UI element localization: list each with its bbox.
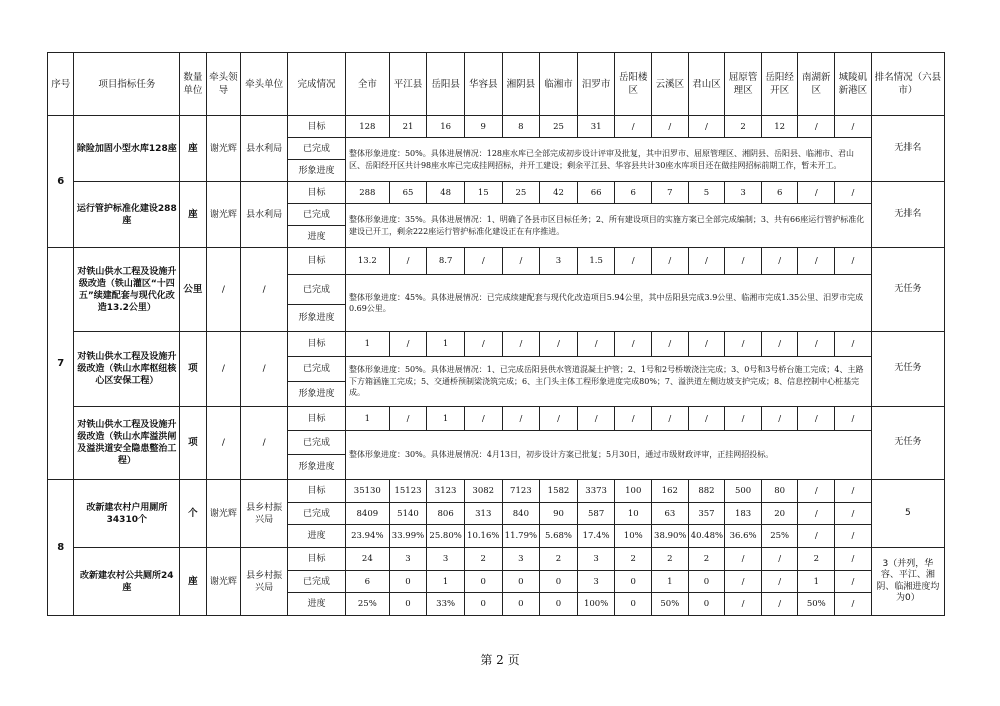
progress-cell: 38.90% (652, 525, 689, 548)
done-cell: / (835, 503, 872, 525)
progress-cell: / (725, 593, 762, 616)
target-cell: 3 (540, 248, 578, 275)
target-cell: / (615, 407, 652, 431)
done-cell: 587 (577, 503, 615, 525)
progress-cell: 10% (615, 525, 652, 548)
target-cell: 66 (577, 182, 615, 204)
target-cell: / (540, 407, 578, 431)
column-header: 岳阳楼区 (615, 53, 652, 116)
target-cell: / (389, 248, 427, 275)
target-cell: / (615, 332, 652, 357)
target-cell: / (835, 332, 872, 357)
lead-dept: / (241, 407, 288, 480)
target-cell: / (835, 248, 872, 275)
rank-cell: 无任务 (871, 332, 944, 407)
unit: 个 (180, 480, 206, 548)
target-cell: / (835, 548, 872, 571)
target-cell: 288 (345, 182, 389, 204)
lead-leader: / (206, 332, 241, 407)
target-cell: 15123 (389, 480, 427, 503)
target-cell: 3 (577, 548, 615, 571)
done-cell: 63 (652, 503, 689, 525)
target-cell: 6 (761, 182, 798, 204)
progress-cell: 0 (464, 593, 502, 616)
column-header: 君山区 (688, 53, 725, 116)
progress-cell: 50% (798, 593, 835, 616)
progress-cell: / (798, 525, 835, 548)
row-label: 进度 (288, 226, 346, 248)
lead-leader: 谢光辉 (206, 182, 241, 248)
target-cell: / (652, 407, 689, 431)
target-cell: / (798, 332, 835, 357)
task-name: 运行管护标准化建设288座 (74, 182, 180, 248)
row-label: 目标 (288, 248, 346, 275)
done-cell: 806 (427, 503, 465, 525)
target-cell: 31 (577, 116, 615, 138)
progress-cell: 0 (540, 593, 578, 616)
done-cell: 0 (540, 571, 578, 593)
progress-description: 整体形象进度：50%。具体进展情况：128座水库已全部完成初步设计评审及批复，其中汨罗市、屈原管理区、湘阴县、岳阳县、临湘市、君山区、岳阳经开区共计98座水库已完成挂网招标，并开工建设；剩余平江县、华容县共计30座水库项目还在做挂网招标前期工作，暂未开工。 (345, 138, 871, 182)
done-cell: / (761, 571, 798, 593)
target-cell: / (798, 407, 835, 431)
column-header: 南湖新区 (798, 53, 835, 116)
table-row (48, 407, 945, 431)
column-header: 城陵矶新港区 (835, 53, 872, 116)
row-seq: 6 (48, 116, 74, 248)
target-cell: / (389, 407, 427, 431)
lead-dept: 县水利局 (241, 182, 288, 248)
done-cell: / (835, 571, 872, 593)
column-header: 完成情况 (288, 53, 346, 116)
target-cell: 3123 (427, 480, 465, 503)
target-cell: / (725, 248, 762, 275)
target-cell: / (464, 332, 502, 357)
row-seq: 8 (48, 480, 74, 616)
target-cell: 80 (761, 480, 798, 503)
rank-cell: 无排名 (871, 182, 944, 248)
progress-table (47, 52, 945, 616)
task-name: 改新建农村户用厕所34310个 (74, 480, 180, 548)
target-cell: / (761, 248, 798, 275)
target-cell: / (798, 480, 835, 503)
progress-cell: 50% (652, 593, 689, 616)
target-cell: 1.5 (577, 248, 615, 275)
column-header: 屈原管理区 (725, 53, 762, 116)
table-row (48, 116, 945, 138)
done-cell: 357 (688, 503, 725, 525)
progress-cell: 36.6% (725, 525, 762, 548)
target-cell: 1582 (540, 480, 578, 503)
row-seq: 7 (48, 248, 74, 480)
target-cell: 48 (427, 182, 465, 204)
column-header: 数量单位 (180, 53, 206, 116)
column-header: 临湘市 (540, 53, 578, 116)
done-cell: 5140 (389, 503, 427, 525)
target-cell: 35130 (345, 480, 389, 503)
column-header: 岳阳经开区 (761, 53, 798, 116)
rank-cell: 无任务 (871, 407, 944, 480)
target-cell: / (688, 248, 725, 275)
column-header: 云溪区 (652, 53, 689, 116)
row-label: 已完成 (288, 204, 346, 226)
progress-cell: 0 (688, 593, 725, 616)
progress-description: 整体形象进度：35%。具体进展情况：1、明确了各县市区目标任务；2、所有建设项目的实施方案已全部完成编制；3、共有66座运行管护标准化建设已开工，剩余222座运行管护标准化建设正在有序推进。 (345, 204, 871, 248)
target-cell: 25 (540, 116, 578, 138)
row-label: 已完成 (288, 431, 346, 455)
target-cell: 3373 (577, 480, 615, 503)
progress-cell: 11.79% (502, 525, 540, 548)
row-label: 已完成 (288, 275, 346, 305)
unit: 公里 (180, 248, 206, 332)
target-cell: 2 (725, 116, 762, 138)
progress-cell: 25% (761, 525, 798, 548)
target-cell: / (688, 332, 725, 357)
progress-cell: 100% (577, 593, 615, 616)
lead-leader: 谢光辉 (206, 116, 241, 182)
target-cell: 1 (427, 332, 465, 357)
target-cell: 1 (345, 407, 389, 431)
task-name: 对铁山供水工程及设施升级改造（铁山水库溢洪闸及溢洪道安全隐患整治工程） (74, 407, 180, 480)
lead-dept: 县乡村振兴局 (241, 480, 288, 548)
target-cell: / (835, 407, 872, 431)
progress-cell: / (835, 525, 872, 548)
target-cell: 100 (615, 480, 652, 503)
table-row (48, 248, 945, 275)
lead-dept: / (241, 248, 288, 332)
target-cell: 42 (540, 182, 578, 204)
target-cell: / (725, 407, 762, 431)
target-cell: / (502, 407, 540, 431)
target-cell: 3 (502, 548, 540, 571)
target-cell: 8.7 (427, 248, 465, 275)
target-cell: / (502, 332, 540, 357)
target-cell: 13.2 (345, 248, 389, 275)
progress-description: 整体形象进度：30%。具体进展情况：4月13日，初步设计方案已批复；5月30日，通过市级财政评审，正挂网招投标。 (345, 431, 871, 480)
row-label: 已完成 (288, 503, 346, 525)
target-cell: / (652, 116, 689, 138)
row-label: 目标 (288, 548, 346, 571)
target-cell: 162 (652, 480, 689, 503)
row-label: 形象进度 (288, 455, 346, 480)
target-cell: / (577, 407, 615, 431)
rank-cell: 3（并列，华容、平江、湘阴、临湘进度均为0） (871, 548, 944, 616)
row-label: 目标 (288, 182, 346, 204)
task-name: 对铁山供水工程及设施升级改造（铁山灌区“十四五”续建配套与现代化改造13.2公里） (74, 248, 180, 332)
target-cell: 5 (688, 182, 725, 204)
progress-cell: 5.68% (540, 525, 578, 548)
table-row (48, 480, 945, 503)
target-cell: 2 (464, 548, 502, 571)
task-name: 除险加固小型水库128座 (74, 116, 180, 182)
target-cell: / (835, 480, 872, 503)
table-row (48, 548, 945, 571)
column-header: 排名情况（六县市） (871, 53, 944, 116)
progress-cell: 33% (427, 593, 465, 616)
row-label: 进度 (288, 593, 346, 616)
target-cell: 500 (725, 480, 762, 503)
column-header: 牵头领导 (206, 53, 241, 116)
done-cell: 183 (725, 503, 762, 525)
progress-cell: 33.99% (389, 525, 427, 548)
progress-cell: 10.16% (464, 525, 502, 548)
done-cell: 10 (615, 503, 652, 525)
target-cell: 24 (345, 548, 389, 571)
done-cell: 8409 (345, 503, 389, 525)
target-cell: / (725, 548, 762, 571)
lead-leader: 谢光辉 (206, 548, 241, 616)
target-cell: / (502, 248, 540, 275)
progress-cell: 25% (345, 593, 389, 616)
page-number: 第 2 页 (480, 653, 520, 667)
row-label: 目标 (288, 332, 346, 357)
progress-cell: 0 (389, 593, 427, 616)
progress-cell: 25.80% (427, 525, 465, 548)
done-cell: 90 (540, 503, 578, 525)
target-cell: 25 (502, 182, 540, 204)
target-cell: 2 (688, 548, 725, 571)
target-cell: / (464, 248, 502, 275)
target-cell: 128 (345, 116, 389, 138)
target-cell: 3 (725, 182, 762, 204)
target-cell: 6 (615, 182, 652, 204)
target-cell: / (835, 182, 872, 204)
target-cell: / (652, 248, 689, 275)
progress-cell: 0 (615, 593, 652, 616)
target-cell: / (615, 248, 652, 275)
row-label: 已完成 (288, 138, 346, 160)
done-cell: 1 (427, 571, 465, 593)
target-cell: 7123 (502, 480, 540, 503)
target-cell: 3 (427, 548, 465, 571)
task-name: 改新建农村公共厕所24座 (74, 548, 180, 616)
column-header: 岳阳县 (427, 53, 465, 116)
target-cell: / (761, 407, 798, 431)
column-header: 湘阴县 (502, 53, 540, 116)
target-cell: / (464, 407, 502, 431)
target-cell: / (688, 407, 725, 431)
done-cell: 0 (502, 571, 540, 593)
progress-cell: / (761, 593, 798, 616)
done-cell: / (725, 571, 762, 593)
done-cell: 1 (798, 571, 835, 593)
target-cell: 3 (389, 548, 427, 571)
rank-cell: 5 (871, 480, 944, 548)
unit: 座 (180, 116, 206, 182)
target-cell: 15 (464, 182, 502, 204)
column-header: 汨罗市 (577, 53, 615, 116)
column-header: 平江县 (389, 53, 427, 116)
target-cell: 16 (427, 116, 465, 138)
row-label: 进度 (288, 525, 346, 548)
table-row (48, 182, 945, 204)
column-header: 项目指标任务 (74, 53, 180, 116)
task-name: 对铁山供水工程及设施升级改造（铁山水库枢纽核心区安保工程） (74, 332, 180, 407)
row-label: 目标 (288, 480, 346, 503)
target-cell: / (615, 116, 652, 138)
target-cell: 2 (540, 548, 578, 571)
column-header: 序号 (48, 53, 74, 116)
progress-cell: 17.4% (577, 525, 615, 548)
target-cell: 12 (761, 116, 798, 138)
target-cell: 882 (688, 480, 725, 503)
progress-cell: 40.48% (688, 525, 725, 548)
target-cell: / (577, 332, 615, 357)
target-cell: / (835, 116, 872, 138)
lead-dept: / (241, 332, 288, 407)
target-cell: 8 (502, 116, 540, 138)
unit: 项 (180, 407, 206, 480)
target-cell: 65 (389, 182, 427, 204)
done-cell: 0 (464, 571, 502, 593)
lead-leader: 谢光辉 (206, 480, 241, 548)
done-cell: 0 (688, 571, 725, 593)
target-cell: 9 (464, 116, 502, 138)
done-cell: 1 (652, 571, 689, 593)
target-cell: / (761, 332, 798, 357)
done-cell: 3 (577, 571, 615, 593)
done-cell: / (798, 503, 835, 525)
column-header: 牵头单位 (241, 53, 288, 116)
progress-cell: 0 (502, 593, 540, 616)
row-label: 已完成 (288, 357, 346, 382)
rank-cell: 无任务 (871, 248, 944, 332)
row-label: 形象进度 (288, 305, 346, 332)
target-cell: / (725, 332, 762, 357)
done-cell: 313 (464, 503, 502, 525)
progress-description: 整体形象进度：45%。具体进展情况：已完成续建配套与现代化改造项目5.94公里，其中岳阳县完成3.9公里、临湘市完成1.35公里、汨罗市完成0.69公里。 (345, 275, 871, 332)
target-cell: 3082 (464, 480, 502, 503)
done-cell: 0 (389, 571, 427, 593)
target-cell: 7 (652, 182, 689, 204)
progress-description: 整体形象进度：50%。具体进展情况：1、已完成岳阳县供水管道混凝土护管；2、1号和2号桥墩浇注完成；3、0号和3号桥台施工完成；4、主路下方箱涵施工完成；5、交通桥预制梁浇筑完成；6、主门头主体工程形象进度完成80%；7、溢洪道左侧边坡支护完成；8、信息控制中心桩基完成。 (345, 357, 871, 407)
row-label: 形象进度 (288, 160, 346, 182)
done-cell: 20 (761, 503, 798, 525)
unit: 座 (180, 182, 206, 248)
target-cell: / (761, 548, 798, 571)
progress-cell: / (835, 593, 872, 616)
target-cell: / (798, 116, 835, 138)
done-cell: 6 (345, 571, 389, 593)
target-cell: / (688, 116, 725, 138)
target-cell: / (389, 332, 427, 357)
column-header: 华容县 (464, 53, 502, 116)
target-cell: 2 (798, 548, 835, 571)
header-row (48, 53, 945, 116)
rank-cell: 无排名 (871, 116, 944, 182)
column-header: 全市 (345, 53, 389, 116)
unit: 项 (180, 332, 206, 407)
target-cell: / (798, 182, 835, 204)
lead-dept: 县水利局 (241, 116, 288, 182)
target-cell: / (652, 332, 689, 357)
target-cell: 1 (345, 332, 389, 357)
table-row (48, 332, 945, 357)
target-cell: 21 (389, 116, 427, 138)
progress-cell: 23.94% (345, 525, 389, 548)
target-cell: 1 (427, 407, 465, 431)
done-cell: 0 (615, 571, 652, 593)
lead-leader: / (206, 248, 241, 332)
target-cell: / (540, 332, 578, 357)
lead-dept: 县乡村振兴局 (241, 548, 288, 616)
target-cell: / (798, 248, 835, 275)
unit: 座 (180, 548, 206, 616)
row-label: 目标 (288, 407, 346, 431)
row-label: 形象进度 (288, 382, 346, 407)
lead-leader: / (206, 407, 241, 480)
target-cell: 2 (652, 548, 689, 571)
target-cell: 2 (615, 548, 652, 571)
row-label: 目标 (288, 116, 346, 138)
done-cell: 840 (502, 503, 540, 525)
row-label: 已完成 (288, 571, 346, 593)
